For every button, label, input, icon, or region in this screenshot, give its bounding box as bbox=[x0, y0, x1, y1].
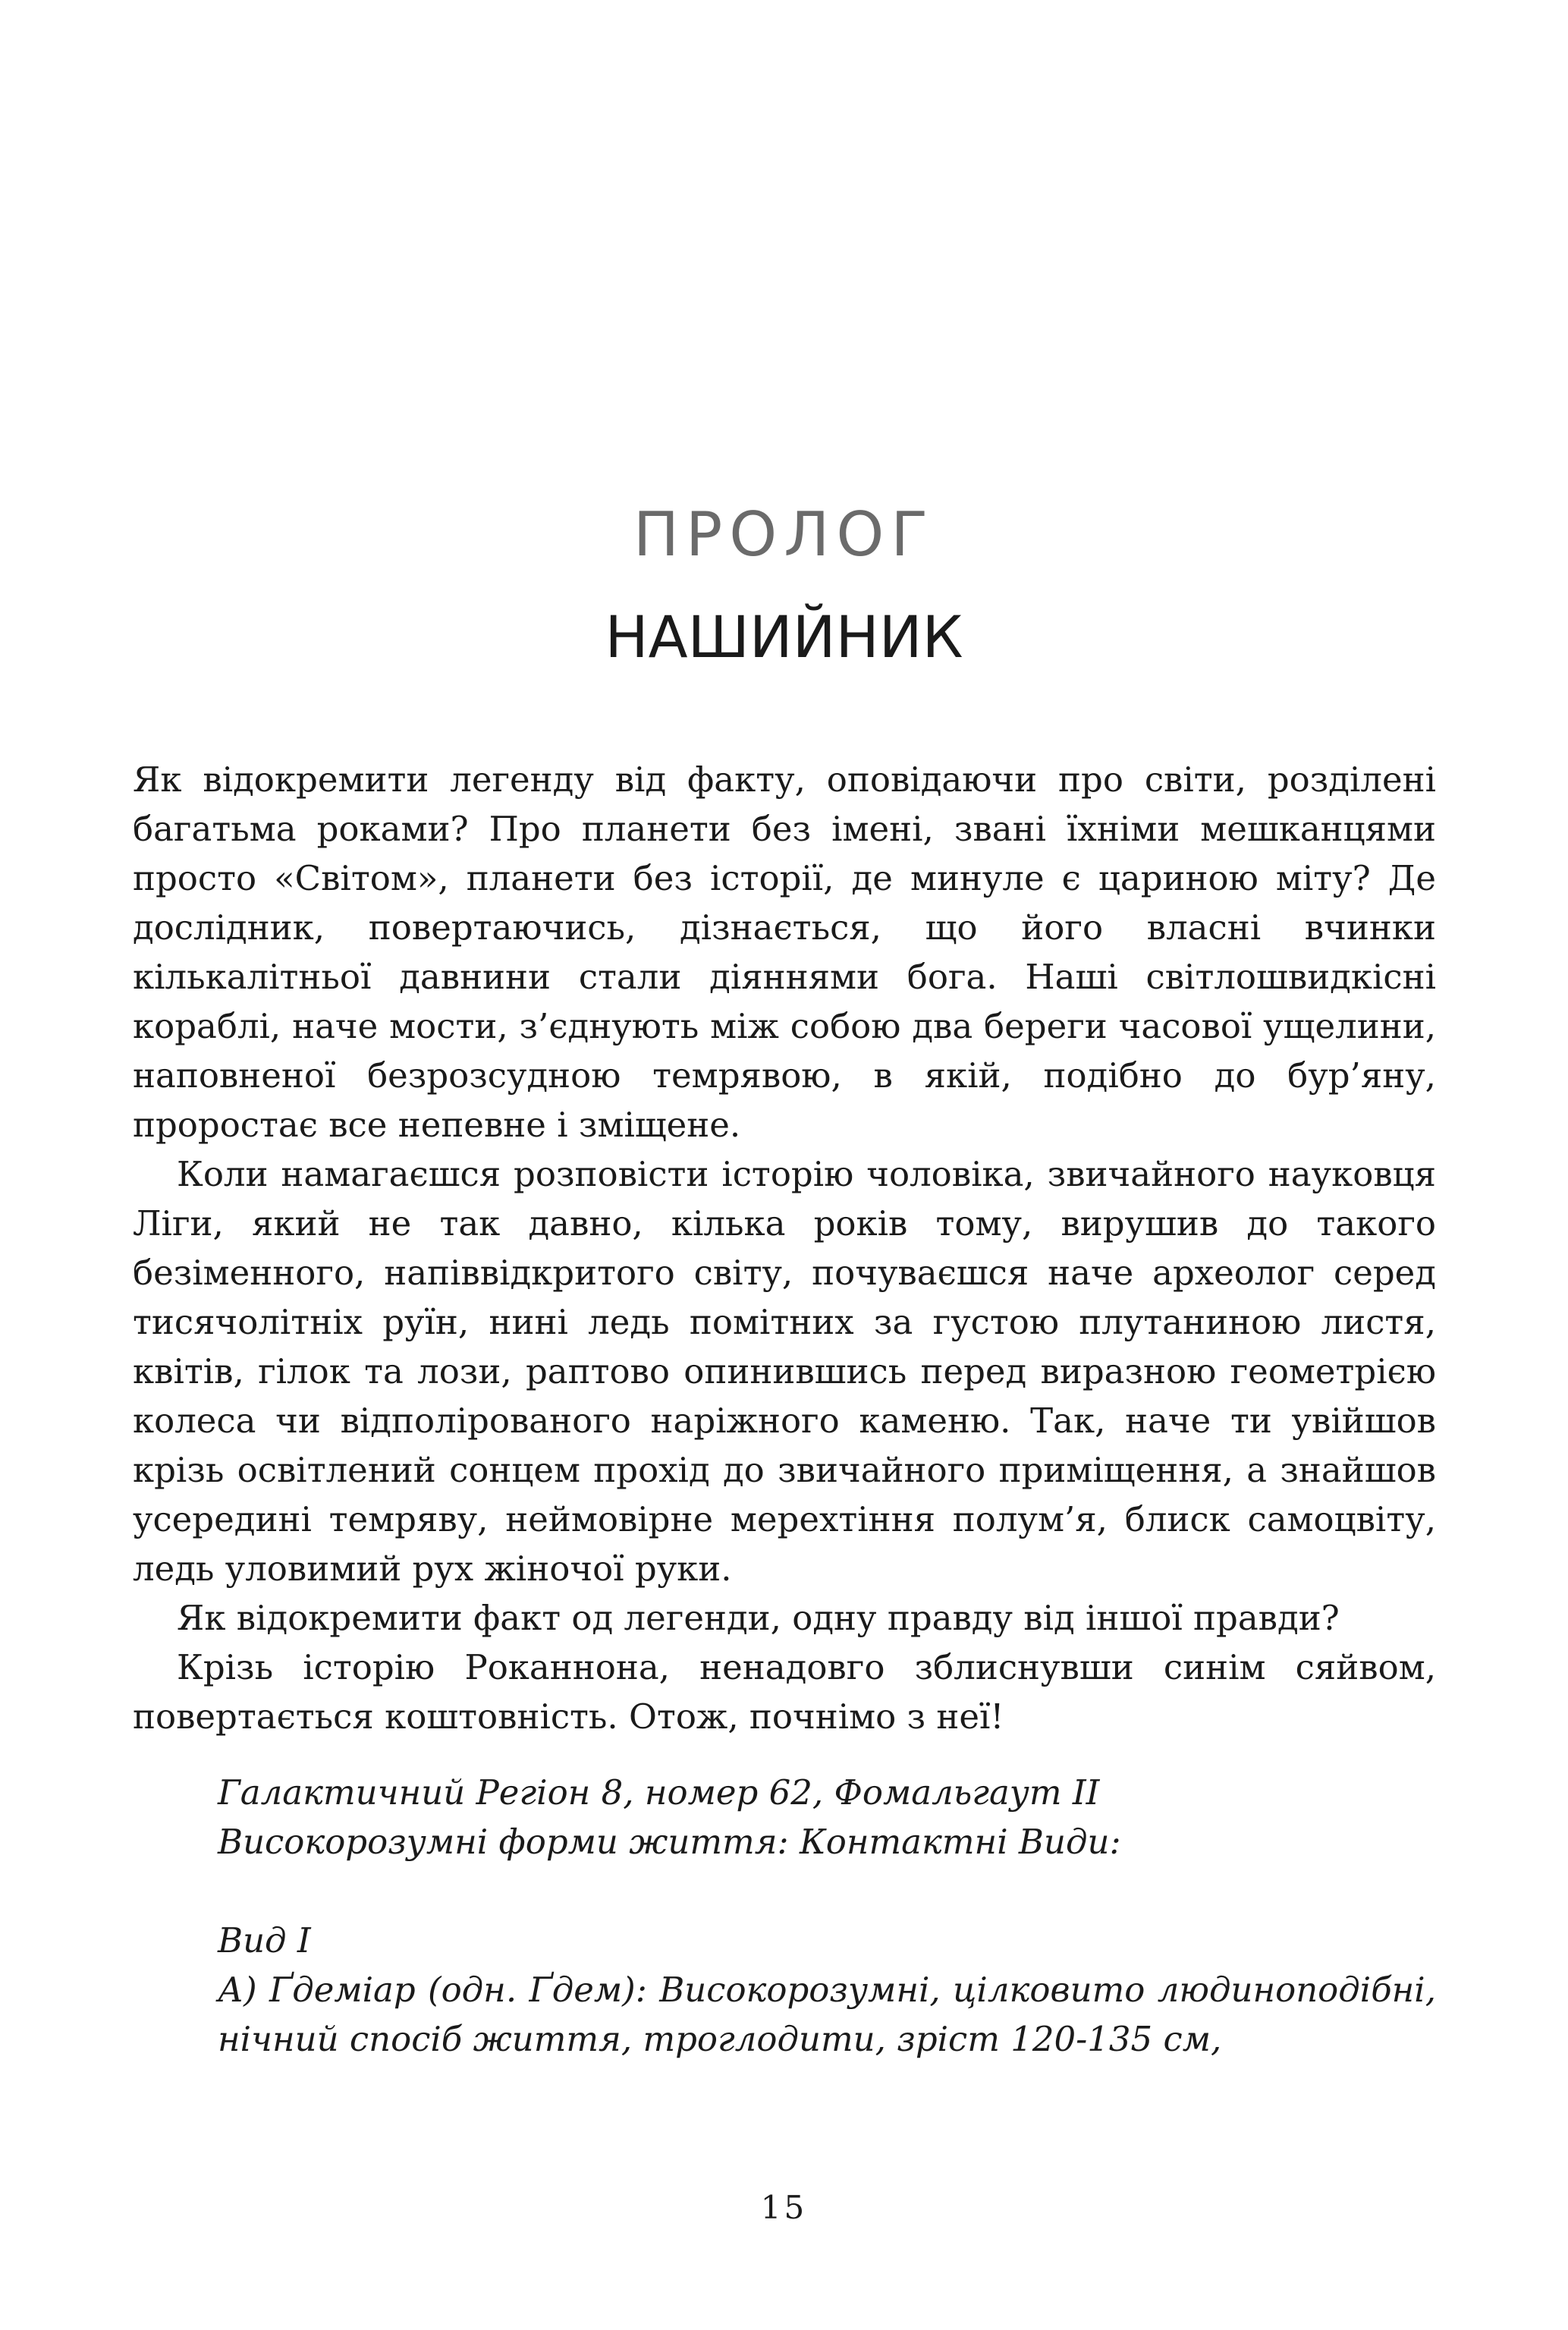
catalog-entry bbox=[218, 1768, 1436, 2064]
page-number: 15 bbox=[760, 2189, 808, 2226]
catalog-lifeforms-line: Високорозумні форми життя: Контактні Види: bbox=[218, 1822, 1121, 1862]
chapter-title: НАШИЙНИК bbox=[605, 603, 963, 671]
paragraph: Як відокремити факт од легенди, одну правду від іншої правди? bbox=[177, 1598, 1340, 1638]
body-text bbox=[133, 755, 1436, 1741]
catalog-species-heading: Вид I bbox=[218, 1920, 311, 1961]
chapter-label: ПРОЛОГ bbox=[633, 499, 935, 570]
catalog-region-line: Галактичний Регіон 8, номер 62, Фомальгаут II bbox=[218, 1772, 1100, 1813]
catalog-gap bbox=[218, 1866, 1436, 1916]
paragraph: Крізь історію Роканнона, ненадовго зблиснувши синім сяйвом, повертається коштовність. Отож, почнімо з неї! bbox=[133, 1647, 1436, 1737]
paragraph: Як відокремити легенду від факту, оповідаючи про світи, розділені багатьма роками? Про планети без імені, звані їхніми мешканцями просто «Світом», планети без історії, де минуле є цариною міту? Де дослідник, повертаючись, дізнається, що його власні вчинки кількалітньої давнини стали діяннями бога. Наші світлошвидкісні кораблі, наче мости, з’єднують між собою два береги часової ущелини, наповненої безрозсудною темрявою, в якій, подібно до бур’яну, проростає все непевне і зміщене. bbox=[133, 759, 1436, 1145]
catalog-species-description: А) Ґдеміар (одн. Ґдем): Високорозумні, цілковито людиноподібні, нічний спосіб життя, троглодити, зріст 120-135 см, bbox=[218, 1970, 1436, 2059]
paragraph: Коли намагаєшся розповісти історію чоловіка, звичайного науковця Ліги, який не так давно, кілька років тому, вирушив до такого безіменного, напіввідкритого світу, почуваєшся наче археолог серед тисячолітніх руїн, нині ледь помітних за густою плутаниною листя, квітів, гілок та лози, раптово опинившись перед виразною геометрією колеса чи відполірованого наріжного каменю. Так, наче ти увійшов крізь освітлений сонцем прохід до звичайного приміщення, а знайшов усередині темряву, неймовірне мерехтіння полум’я, блиск самоцвіту, ледь уловимий рух жіночої руки. bbox=[133, 1154, 1436, 1589]
